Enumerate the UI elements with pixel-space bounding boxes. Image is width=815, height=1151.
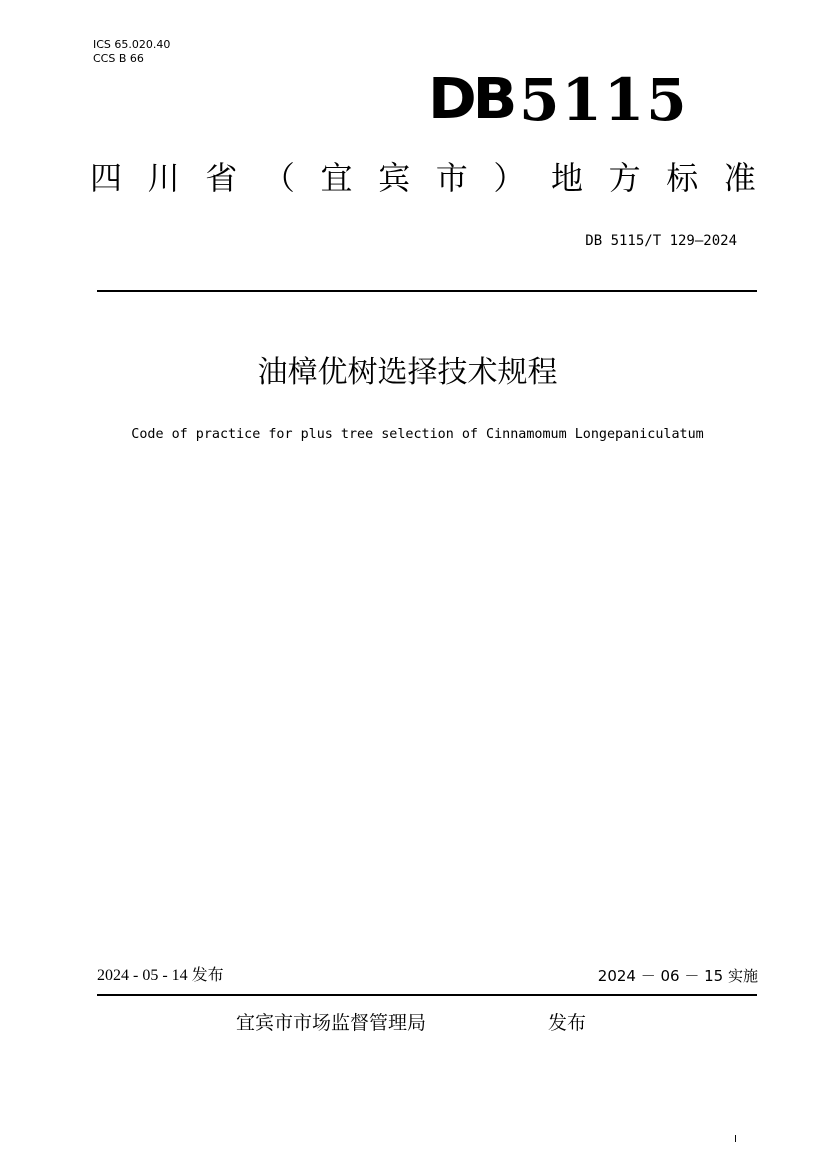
ccs-code: CCS B 66 [93, 52, 144, 65]
standard-category [90, 158, 756, 198]
db-logo-letters: DB [427, 67, 514, 132]
standard-category-char: 方 [608, 159, 641, 197]
standard-category-char: 宜 [320, 159, 353, 197]
issuer-action: 发布 [548, 1012, 587, 1034]
standard-category-char: 省 [205, 159, 238, 197]
title-english: Code of practice for plus tree selection of Cinnamomum Longepaniculatum [131, 427, 704, 442]
implement-date: 2024 － 06 － 15 实施 [597, 967, 758, 985]
db-logo-number: 5115 [519, 66, 689, 134]
standard-category-char: 准 [723, 159, 756, 197]
ics-code: ICS 65.020.40 [93, 38, 171, 51]
title-chinese: 油樟优树选择技术规程 [257, 355, 558, 390]
standard-category-char: （ [262, 159, 295, 197]
standard-category-char: ） [493, 159, 526, 197]
standard-category-char: 宾 [378, 159, 411, 197]
standard-category-char: 标 [666, 159, 699, 197]
page-number: I [734, 1134, 737, 1145]
standard-category-char: 四 [90, 159, 123, 197]
standard-category-char: 地 [551, 159, 584, 197]
standard-category-char: 市 [435, 159, 468, 197]
bottom-divider [97, 994, 757, 996]
db-logo [427, 66, 689, 134]
standard-category-char: 川 [147, 159, 180, 197]
classification-codes [93, 38, 170, 66]
top-divider [97, 290, 757, 292]
issuer-name: 宜宾市市场监督管理局 [236, 1012, 427, 1034]
standard-number: DB 5115/T 129—2024 [585, 233, 737, 249]
publish-date: 2024 - 05 - 14 发布 [97, 967, 224, 984]
